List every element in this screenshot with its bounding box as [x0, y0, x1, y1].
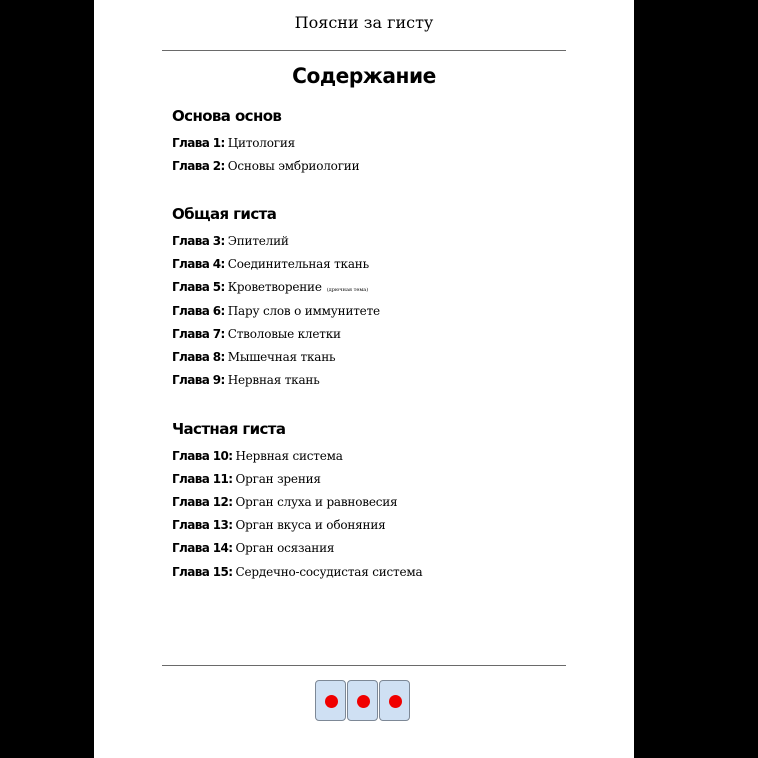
- chapter-label: Глава 13:: [172, 518, 233, 532]
- toc-entry-chapter-14[interactable]: [172, 540, 334, 556]
- chapter-name: Нервная ткань: [227, 373, 320, 387]
- chapter-name: Нервная система: [235, 449, 343, 463]
- chapter-label: Глава 2:: [172, 159, 225, 173]
- chapter-label: Глава 9:: [172, 373, 225, 387]
- toc-title: Содержание: [292, 64, 436, 88]
- toc-entry-chapter-12[interactable]: [172, 494, 397, 510]
- toc-entry-chapter-7[interactable]: [172, 326, 341, 342]
- chapter-label: Глава 10:: [172, 449, 233, 463]
- toc-entry-chapter-5[interactable]: [172, 279, 368, 298]
- nav-button-3[interactable]: [379, 680, 410, 721]
- toc-entry-chapter-11[interactable]: [172, 471, 321, 487]
- toc-entry-chapter-8[interactable]: [172, 349, 335, 365]
- chapter-label: Глава 1:: [172, 136, 225, 150]
- chapter-label: Глава 14:: [172, 541, 233, 555]
- toc-entry-chapter-9[interactable]: [172, 372, 320, 388]
- chapter-name: Сердечно-сосудистая система: [235, 565, 423, 579]
- toc-entry-chapter-4[interactable]: [172, 256, 369, 272]
- section-title-osnova: Основа основ: [172, 107, 282, 125]
- chapter-name: Пару слов о иммунитете: [227, 304, 380, 318]
- red-dot-icon: [325, 695, 338, 708]
- toc-entry-chapter-6[interactable]: [172, 303, 380, 319]
- document-page: [94, 0, 634, 758]
- red-dot-icon: [389, 695, 402, 708]
- chapter-name: Соединительная ткань: [227, 257, 369, 271]
- toc-entry-chapter-10[interactable]: [172, 448, 343, 464]
- section-title-chastnaya: Частная гиста: [172, 420, 286, 438]
- chapter-name: Эпителий: [227, 234, 289, 248]
- chapter-label: Глава 4:: [172, 257, 225, 271]
- nav-button-1[interactable]: [315, 680, 346, 721]
- running-header: Поясни за гисту: [294, 13, 434, 32]
- chapter-label: Глава 11:: [172, 472, 233, 486]
- footer-navigation: [315, 680, 412, 723]
- chapter-label: Глава 5:: [172, 280, 225, 294]
- chapter-name: Цитология: [227, 136, 295, 150]
- chapter-label: Глава 6:: [172, 304, 225, 318]
- toc-entry-chapter-13[interactable]: [172, 517, 386, 533]
- toc-entry-chapter-1[interactable]: [172, 135, 295, 151]
- red-dot-icon: [357, 695, 370, 708]
- chapter-name: Орган слуха и равновесия: [235, 495, 398, 509]
- chapter-name: Кроветворение: [227, 280, 322, 294]
- chapter-name: Мышечная ткань: [227, 350, 336, 364]
- nav-button-2[interactable]: [347, 680, 378, 721]
- chapter-name: Орган зрения: [235, 472, 321, 486]
- chapter-name: Орган осязания: [235, 541, 335, 555]
- chapter-name: Орган вкуса и обоняния: [235, 518, 386, 532]
- chapter-label: Глава 15:: [172, 565, 233, 579]
- chapter-name: Стволовые клетки: [227, 327, 341, 341]
- toc-entry-chapter-2[interactable]: [172, 158, 359, 174]
- chapter-label: Глава 3:: [172, 234, 225, 248]
- toc-entry-chapter-3[interactable]: [172, 233, 289, 249]
- toc-entry-chapter-15[interactable]: [172, 564, 422, 580]
- section-title-obshaya: Общая гиста: [172, 205, 277, 223]
- chapter-label: Глава 8:: [172, 350, 225, 364]
- chapter-label: Глава 12:: [172, 495, 233, 509]
- chapter-note: (дрючная тема): [326, 287, 369, 293]
- header-divider: [162, 50, 566, 51]
- footer-divider: [162, 665, 566, 666]
- chapter-name: Основы эмбриологии: [227, 159, 360, 173]
- chapter-label: Глава 7:: [172, 327, 225, 341]
